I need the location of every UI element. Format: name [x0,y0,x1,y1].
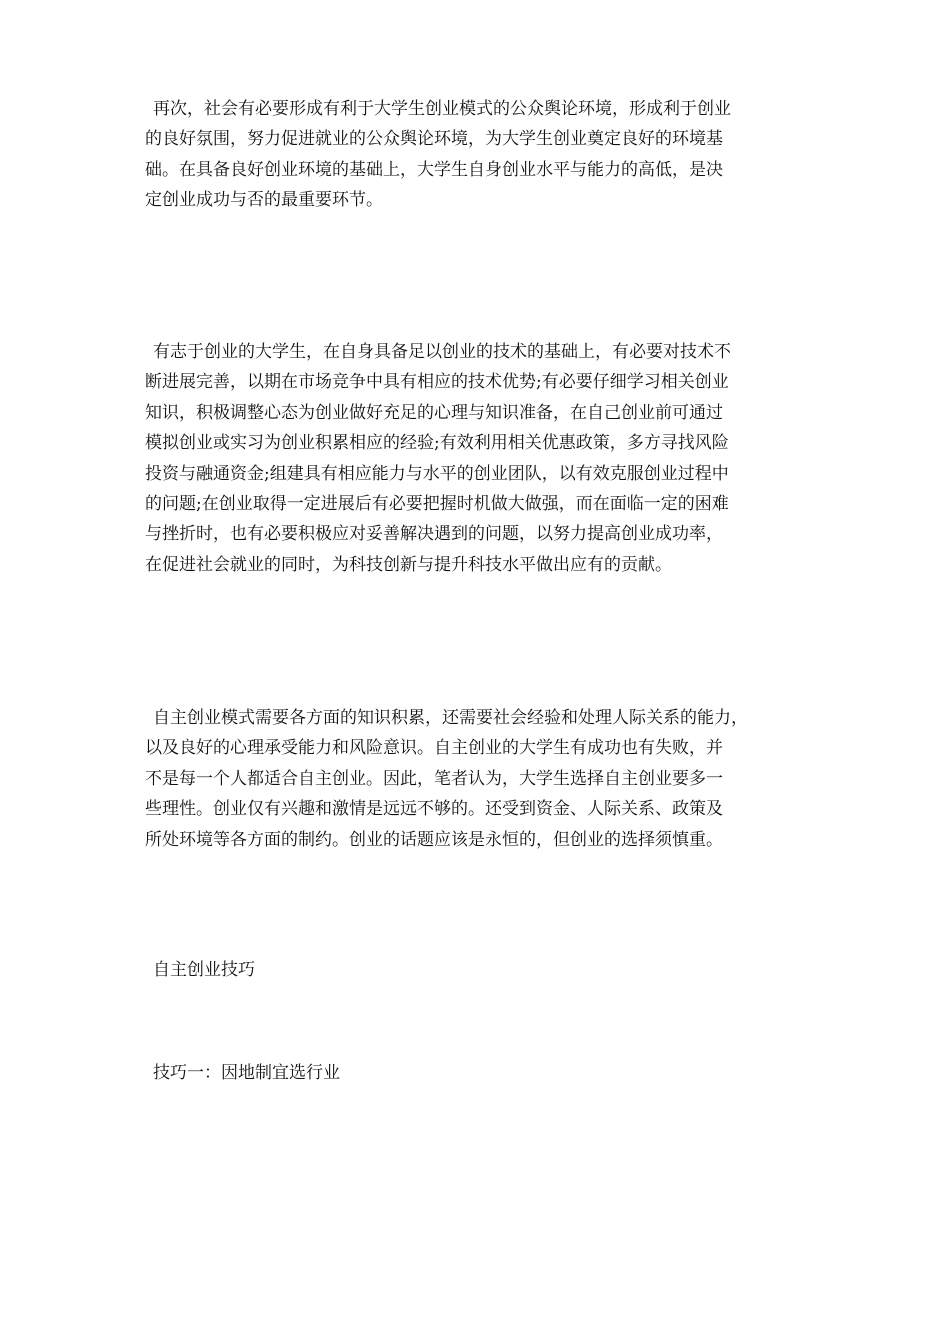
paragraph-line: 以及良好的心理承受能力和风险意识。自主创业的大学生有成功也有失败，并 [145,738,723,759]
paragraph-line: 与挫折时，也有必要积极应对妥善解决遇到的问题，以努力提高创业成功率， [145,524,723,545]
sub-heading-text: 技巧一：因地制宜选行业 [153,1063,340,1083]
paragraph-line: 在促进社会就业的同时，为科技创新与提升科技水平做出应有的贡献。 [145,554,672,575]
paragraph-line: 所处环境等各方面的制约。创业的话题应该是永恒的，但创业的选择须慎重。 [145,829,723,850]
paragraph-line: 的良好氛围，努力促进就业的公众舆论环境，为大学生创业奠定良好的环境基 [145,129,723,150]
section-heading-text: 自主创业技巧 [153,960,255,980]
sub-heading [145,1058,825,1088]
paragraph-line: 模拟创业或实习为创业积累相应的经验;有效利用相关优惠政策，多方寻找风险 [145,433,729,454]
paragraph-line: 自主创业模式需要各方面的知识积累，还需要社会经验和处理人际关系的能力， [153,708,748,728]
section-heading [145,955,825,985]
paragraph-line: 再次，社会有必要形成有利于大学生创业模式的公众舆论环境，形成利于创业 [153,99,731,119]
paragraph-1 [145,94,825,216]
paragraph-line: 断进展完善，以期在市场竞争中具有相应的技术优势;有必要仔细学习相关创业 [145,372,729,393]
paragraph-line: 础。在具备良好创业环境的基础上，大学生自身创业水平与能力的高低，是决 [145,159,723,180]
paragraph-line: 投资与融通资金;组建具有相应能力与水平的创业团队，以有效克服创业过程中 [145,463,729,484]
paragraph-3 [145,703,825,855]
paragraph-line: 定创业成功与否的最重要环节。 [145,190,383,211]
paragraph-line: 不是每一个人都适合自主创业。因此，笔者认为，大学生选择自主创业要多一 [145,768,723,789]
paragraph-line: 知识，积极调整心态为创业做好充足的心理与知识准备，在自己创业前可通过 [145,402,723,423]
paragraph-line: 些理性。创业仅有兴趣和激情是远远不够的。还受到资金、人际关系、政策及 [145,799,723,820]
paragraph-2 [145,337,825,580]
paragraph-line: 有志于创业的大学生，在自身具备足以创业的技术的基础上，有必要对技术不 [153,342,731,362]
paragraph-line: 的问题;在创业取得一定进展后有必要把握时机做大做强，而在面临一定的困难 [145,494,729,515]
